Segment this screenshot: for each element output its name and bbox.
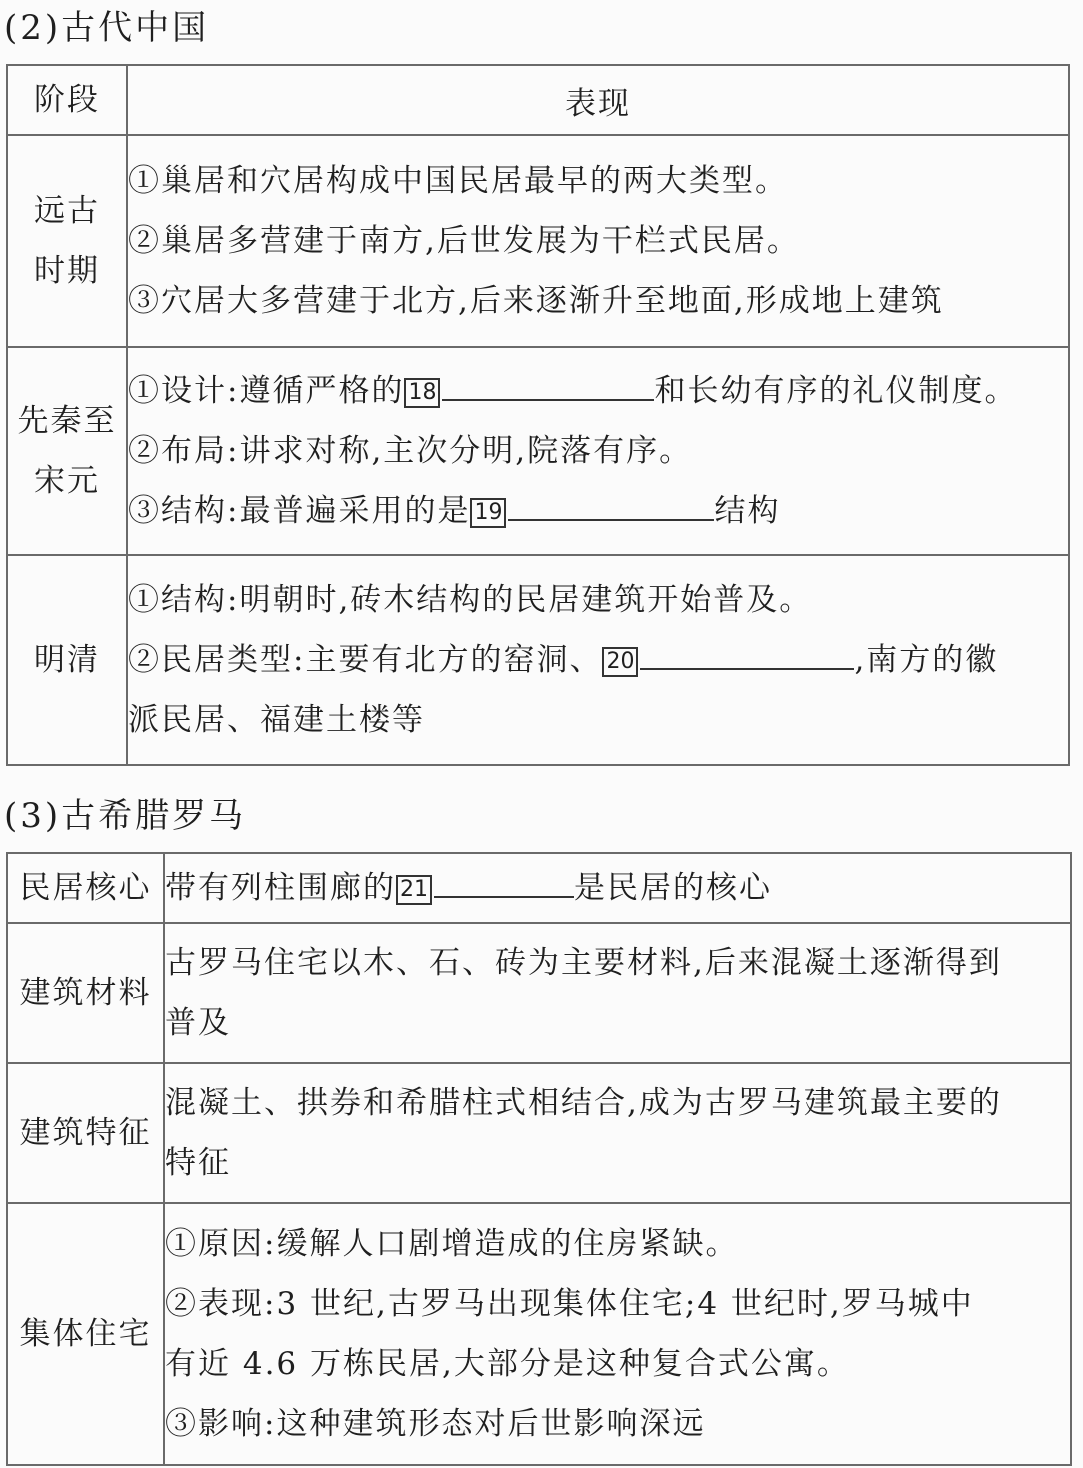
item-text: 带有列柱围廊的 xyxy=(165,870,396,906)
stage-label: 远古 xyxy=(34,193,100,229)
list-item: ②巢居多营建于南方,后世发展为干栏式民居。 xyxy=(128,223,800,259)
table-row xyxy=(7,135,1069,347)
list-item: ③影响:这种建筑形态对后世影响深远 xyxy=(165,1406,706,1442)
item-text: ①设计:遵循严格的 xyxy=(128,373,405,409)
text-line: 普及 xyxy=(165,1005,231,1041)
list-item: ①原因:缓解人口剧增造成的住房紧缺。 xyxy=(165,1226,739,1262)
table-row xyxy=(7,347,1069,555)
stage-cell xyxy=(7,347,127,555)
header-stage: 阶段 xyxy=(7,65,127,135)
fill-blank-21[interactable] xyxy=(434,863,574,898)
item-text: ③结构:最普遍采用的是 xyxy=(128,493,471,529)
content-cell xyxy=(127,555,1069,765)
table-row xyxy=(7,555,1069,765)
list-item: ②表现:3 世纪,古罗马出现集体住宅;4 世纪时,罗马城中 xyxy=(165,1286,974,1322)
content-cell xyxy=(164,853,1071,923)
blank-number-19: 19 xyxy=(470,498,506,528)
row-label: 民居核心 xyxy=(7,853,164,923)
blank-number-21: 21 xyxy=(396,875,432,905)
item-text: 结构 xyxy=(714,493,781,529)
row-label: 建筑材料 xyxy=(7,923,164,1063)
row-label: 集体住宅 xyxy=(7,1203,164,1465)
table-header-row xyxy=(7,65,1069,135)
section-title-greece-rome: (3)古希腊罗马 xyxy=(4,796,247,836)
table-row xyxy=(7,923,1071,1063)
section-title-ancient-china: (2)古代中国 xyxy=(4,8,210,48)
fill-blank-19[interactable] xyxy=(508,486,714,521)
content-cell xyxy=(164,1063,1071,1203)
blank-number-20: 20 xyxy=(602,647,638,677)
text-line: 古罗马住宅以木、石、砖为主要材料,后来混凝土逐渐得到 xyxy=(165,945,1002,981)
table-row xyxy=(7,1063,1071,1203)
list-item xyxy=(128,630,1068,690)
ancient-china-table xyxy=(6,64,1070,766)
item-text: ②民居类型:主要有北方的窑洞、 xyxy=(128,642,603,678)
content-cell xyxy=(127,135,1069,347)
stage-label: 宋元 xyxy=(34,463,100,499)
row-label: 建筑特征 xyxy=(7,1063,164,1203)
fill-blank-20[interactable] xyxy=(640,635,854,670)
list-item: 派民居、福建土楼等 xyxy=(128,702,425,738)
table-row xyxy=(7,853,1071,923)
text-line: 特征 xyxy=(165,1145,231,1181)
text-line: 混凝土、拱券和希腊柱式相结合,成为古罗马建筑最主要的 xyxy=(165,1085,1002,1121)
content-cell xyxy=(164,1203,1071,1465)
stage-label: 先秦至 xyxy=(17,403,117,439)
list-item: ①结构:明朝时,砖木结构的民居建筑开始普及。 xyxy=(128,582,813,618)
list-item: 有近 4.6 万栋民居,大部分是这种复合式公寓。 xyxy=(165,1346,850,1382)
list-item: ②布局:讲求对称,主次分明,院落有序。 xyxy=(128,433,693,469)
list-item xyxy=(128,481,1068,541)
table-row xyxy=(7,1203,1071,1465)
list-item xyxy=(128,361,1068,421)
content-cell xyxy=(127,347,1069,555)
list-item xyxy=(165,858,1070,918)
greece-rome-table xyxy=(6,852,1072,1466)
list-item: ①巢居和穴居构成中国民居最早的两大类型。 xyxy=(128,163,788,199)
item-text: 和长幼有序的礼仪制度。 xyxy=(654,373,1018,409)
list-item: ③穴居大多营建于北方,后来逐渐升至地面,形成地上建筑 xyxy=(128,283,944,319)
item-text: ,南方的徽 xyxy=(854,642,999,678)
content-cell xyxy=(164,923,1071,1063)
header-performance: 表现 xyxy=(127,65,1069,135)
item-text: 是民居的核心 xyxy=(574,870,772,906)
fill-blank-18[interactable] xyxy=(442,366,654,401)
stage-label: 时期 xyxy=(34,253,100,289)
stage-cell: 明清 xyxy=(7,555,127,765)
blank-number-18: 18 xyxy=(404,378,440,408)
stage-cell xyxy=(7,135,127,347)
